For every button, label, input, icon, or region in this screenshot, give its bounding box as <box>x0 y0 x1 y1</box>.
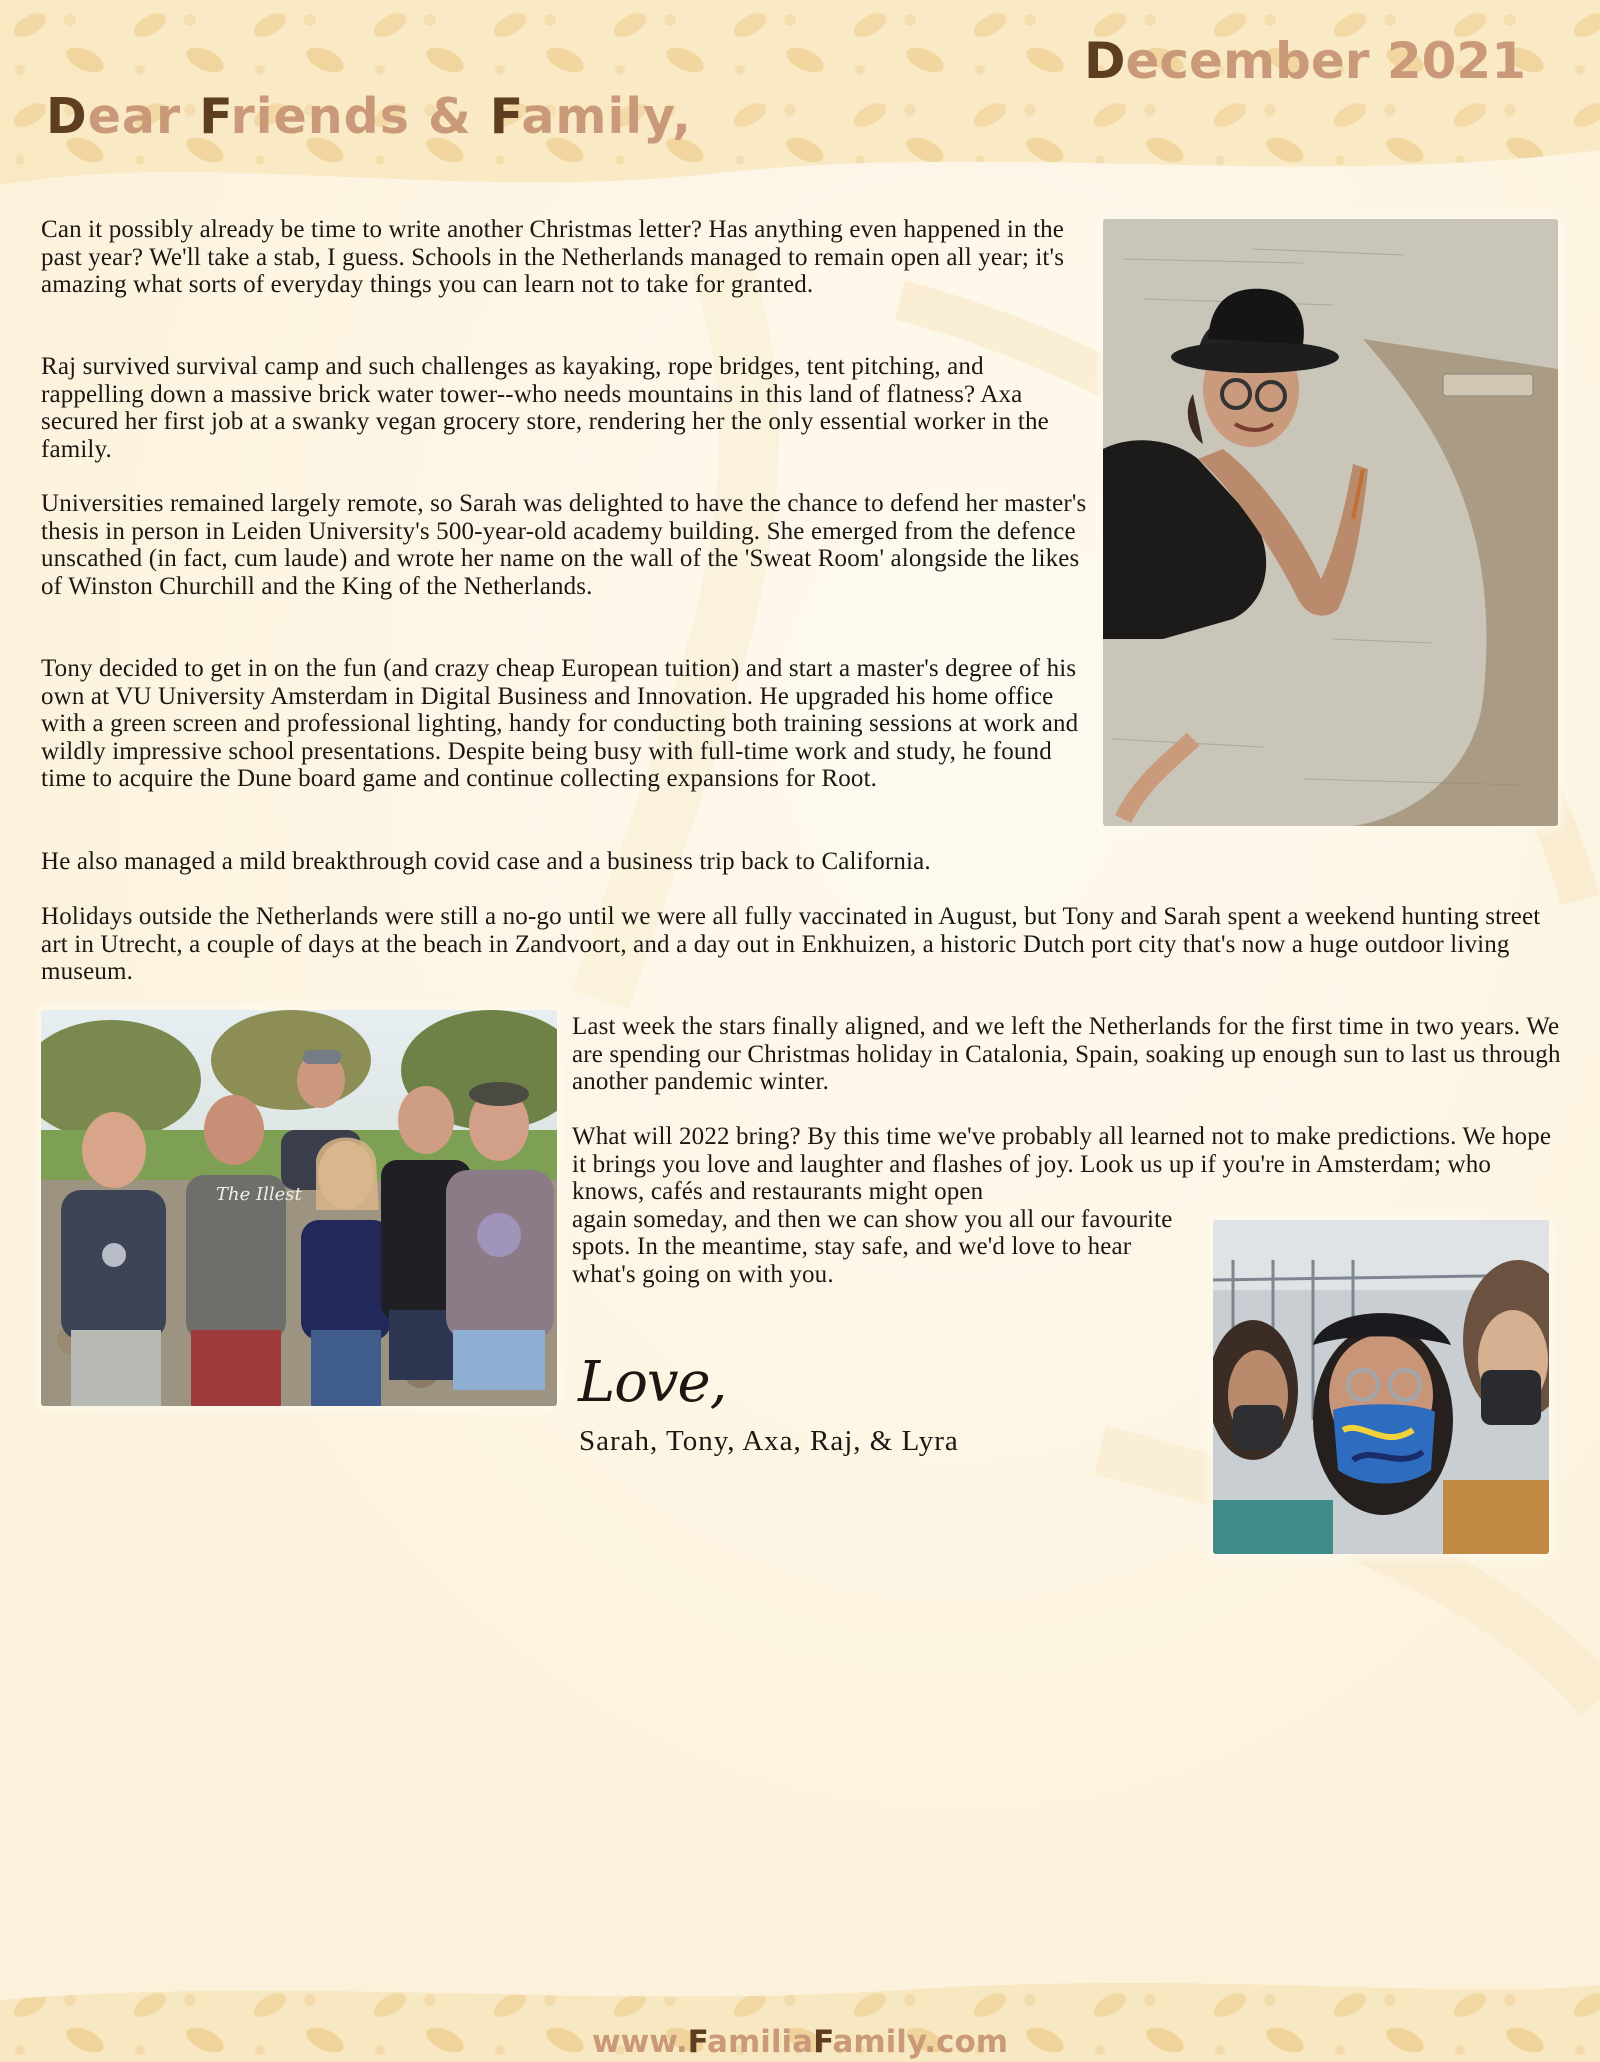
greeting-initial: F <box>489 88 522 145</box>
greeting-text: riends & <box>230 88 490 145</box>
footer-text: amily.com <box>832 2024 1009 2060</box>
shirt-print-text: The Illest <box>216 1184 302 1205</box>
letter-date <box>1084 32 1526 90</box>
greeting-text: amily, <box>521 88 692 145</box>
footer-text: amilia <box>707 2024 814 2060</box>
paragraph-2022-part1: What will 2022 bring? By this time we've probably all learned not to make predictions. We hope it brings you love and laughter and flashes of joy. Look us up if you're in Amsterdam; who knows, cafés and restaurants might open <box>572 1123 1552 1205</box>
paragraph-covid: He also managed a mild breakthrough covid case and a business trip back to California. <box>41 848 931 875</box>
footer-text: www. <box>591 2024 688 2060</box>
paragraph-2022-part2: again someday, and then we can show you all our favourite spots. In the meantime, stay safe, and we'd love to hear what's going on with you. <box>572 1205 1173 1288</box>
greeting-heading <box>46 88 692 145</box>
date-month-text: ecember <box>1125 32 1387 90</box>
greeting-text: ear <box>87 88 200 145</box>
paragraph-tony: Tony decided to get in on the fun (and crazy cheap European tuition) and start a master's degree of his own at VU University Amsterdam in Digital Business and Innovation. He upgraded his home office with a green screen and professional lighting, handy for conducting both training sessions at work and wildly impressive school presentations. Despite being busy with full-time work and study, he found time to acquire the Dune board game and continue collecting expansions for Root. <box>41 655 1079 792</box>
photo-sarah-signing-wall <box>1103 219 1558 826</box>
greeting-initial: F <box>199 88 231 145</box>
paragraph-spain: Last week the stars finally aligned, and we left the Netherlands for the first time in two years. We are spending our Christmas holiday in Catalonia, Spain, soaking up enough sun to last us through another pandemic winter. <box>572 1013 1561 1095</box>
footer-initial: F <box>813 2024 833 2060</box>
greeting-initial: D <box>46 88 88 145</box>
closing-signature: Sarah, Tony, Axa, Raj, & Lyra <box>579 1425 959 1457</box>
footer-initial: F <box>687 2024 708 2060</box>
paragraph-sarah: Universities remained largely remote, so Sarah was delighted to have the chance to defend her master's thesis in person in Leiden University's 500-year-old academy building. She emerged from the defence unscathed (in fact, cum laude) and wrote her name on the wall of the 'Sweat Room' alongside the likes of Winston Churchill and the King of the Netherlands. <box>41 490 1087 600</box>
paragraph-raj-axa: Raj survived survival camp and such challenges as kayaking, rope bridges, tent pitching, and rappelling down a massive brick water tower--who needs mountains in this land of flatness? Axa secured her first job at a swanky vegan grocery store, rendering her the only essential worker in the family. <box>41 353 1049 463</box>
paragraph-intro: Can it possibly already be time to write another Christmas letter? Has anything even happened in the past year? We'll take a stab, I guess. Schools in the Netherlands managed to remain open all year; it's amazing what sorts of everyday things you can learn not to take for granted. <box>41 216 1065 298</box>
date-initial: D <box>1083 32 1126 90</box>
footer-website <box>0 2024 1600 2060</box>
date-year: 2021 <box>1386 32 1526 90</box>
closing-love: Love, <box>578 1350 727 1415</box>
photo-group-six-people <box>41 1010 557 1406</box>
paragraph-holidays: Holidays outside the Netherlands were still a no-go until we were all fully vaccinated in August, but Tony and Sarah spent a weekend hunting street art in Utrecht, a couple of days at the beach in Zandvoort, and a day out in Enkhuizen, a historic Dutch port city that's now a huge outdoor living museum. <box>41 903 1541 985</box>
photo-masked-selfie <box>1213 1220 1549 1554</box>
